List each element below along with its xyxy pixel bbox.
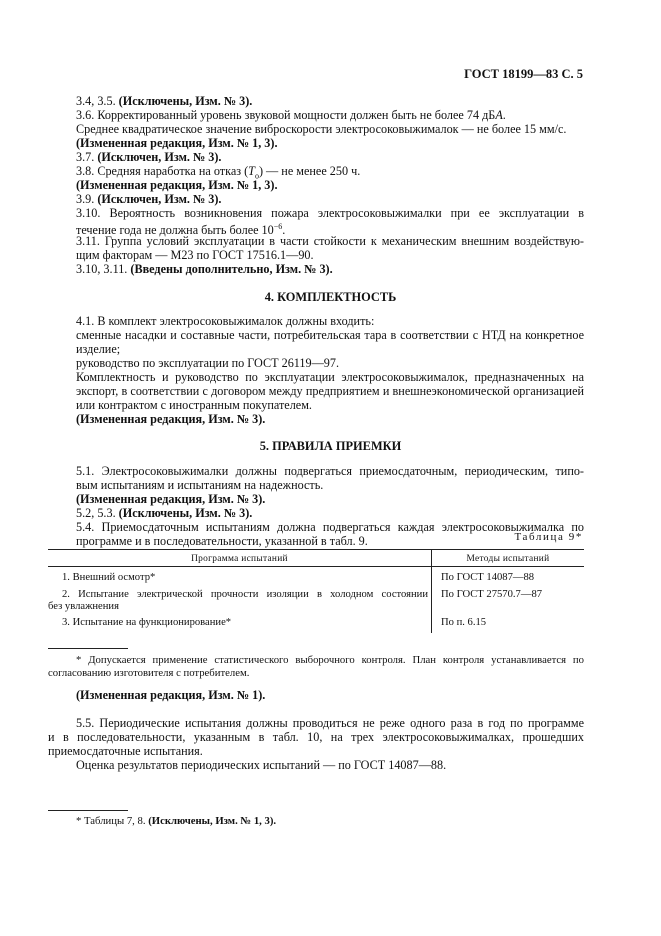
amendment-note: (Исключены, Изм. № 3).: [118, 94, 253, 108]
para-4-1-items-line2: изделие;: [76, 342, 121, 356]
amendment-note-3-8: (Измененная редакция, Изм. № 1, 3).: [76, 178, 278, 192]
para-4-export-line1: Комплектность и руководство по эксплуатации электросоковыжималок, предназначенных на: [76, 370, 584, 384]
footnote-rule-2: [48, 810, 128, 811]
para-5-1-line2: вым испытаниям и испытаниям на надежность.: [76, 478, 324, 492]
amendment-note: (Введены дополнительно, Изм. № 3).: [130, 262, 333, 276]
footnote-1-line2: согласованию изготовителя с потребителем.: [48, 667, 250, 679]
footnote-text: * Таблицы 7, 8.: [76, 815, 149, 827]
para-text-end: .: [282, 223, 286, 238]
para-text: 3.7.: [76, 150, 98, 164]
table-header-program: Программа испытаний: [191, 554, 288, 564]
para-text-end: ) — не менее 250 ч.: [258, 164, 361, 178]
para-4-1-manual: руководство по эксплуатации по ГОСТ 26119—97.: [76, 356, 340, 370]
para-text: 3.8. Средняя наработка на отказ (: [76, 164, 249, 178]
para-3-7: [76, 150, 221, 164]
para-5-5-line2: и в последовательности, указанным в табл. 10, на трех электросоковыжималках, прошедших: [48, 730, 584, 744]
section-4-title: 4. КОМПЛЕКТНОСТЬ: [264, 290, 397, 304]
para-text: 5.2, 5.3.: [76, 506, 119, 520]
footnote-2: [76, 815, 276, 828]
para-3-11-line1: 3.11. Группа условий эксплуатации в части стойкости к механическим внешним воздействую-: [76, 234, 584, 248]
para-3-6-line1: [76, 108, 506, 122]
para-text: 3.6. Корректированный уровень звуковой мощности должен быть не более 74 дБ: [76, 108, 496, 122]
table-header-methods: Методы испытаний: [466, 554, 550, 564]
table-top-rule: [48, 549, 584, 550]
para-text: 3.10, 3.11.: [76, 262, 131, 276]
para-text: течение года не должна быть более 10: [76, 223, 274, 238]
table-header-rule: [48, 566, 584, 567]
amendment-note-3-6: (Измененная редакция, Изм. № 1, 3).: [76, 136, 278, 150]
para-4-1-items-line1: сменные насадки и составные части, потребительская тара в соответствии с НТД на конкретное: [76, 328, 584, 342]
para-5-5-line1: 5.5. Периодические испытания должны проводиться не реже одного раза в год по программе: [76, 716, 584, 730]
amendment-note: (Исключен, Изм. № 3).: [97, 192, 222, 206]
section-5-title: 5. ПРАВИЛА ПРИЕМКИ: [259, 439, 402, 453]
unit-letter: А: [495, 108, 503, 122]
amendment-note-table-9: (Измененная редакция, Изм. № 1).: [76, 688, 266, 702]
para-text: 3.9.: [76, 192, 98, 206]
table-row-1-method: По ГОСТ 14087—88: [441, 572, 535, 583]
table-row-1-program: 1. Внешний осмотр*: [62, 572, 156, 583]
table-row-2-program-line1: 2. Испытание электрической прочности изоляции в холодном состоянии: [62, 589, 428, 600]
table-9-caption: Таблица 9*: [514, 531, 583, 543]
page-header: ГОСТ 18199—83 С. 5: [464, 67, 583, 81]
table-row-3-method: По п. 6.15: [441, 617, 487, 628]
symbol-subscript: о: [254, 171, 259, 181]
para-3-10-line1: 3.10. Вероятность возникновения пожара электросоковыжималки при ее эксплуатации в: [76, 206, 584, 220]
para-3-6-line2: Среднее квадратическое значение виброскорости электросоковыжималок — не более 15 мм/с.: [76, 122, 567, 136]
para-4-export-line2: экспорт, в соответствии с договором между предприятием и внешнеэкономической организацией: [76, 384, 584, 398]
amendment-note: (Исключены, Изм. № 1, 3).: [148, 815, 277, 827]
amendment-note-4: (Измененная редакция, Изм. № 3).: [76, 412, 266, 426]
amendment-note: (Исключены, Изм. № 3).: [118, 506, 253, 520]
symbol-T: T: [248, 164, 255, 178]
para-4-export-line3: или контрактом с иностранным покупателем.: [76, 398, 312, 412]
para-5-5-line3: приемосдаточные испытания.: [48, 744, 203, 758]
para-text-end: .: [502, 108, 506, 122]
table-row-2-program-line2: без увлажнения: [48, 601, 119, 612]
para-5-2-5-3: [76, 506, 252, 520]
para-5-4-line2: программе и в последовательности, указанной в табл. 9.: [76, 534, 368, 548]
para-4-1: 4.1. В комплект электросоковыжималок должны входить:: [76, 314, 375, 328]
footnote-rule: [48, 648, 128, 649]
footnote-1-line1: * Допускается применение статистического выборочного контроля. План контроля устанавливается по: [76, 654, 584, 666]
para-3-4-3-5: [76, 94, 252, 108]
amendment-note-5-1: (Измененная редакция, Изм. № 3).: [76, 492, 266, 506]
table-row-3-program: 3. Испытание на функционирование*: [62, 617, 232, 628]
para-3-11-line2: щим факторам — М23 по ГОСТ 17516.1—90.: [76, 248, 314, 262]
exponent: −6: [273, 222, 283, 231]
amendment-note: (Исключен, Изм. № 3).: [97, 150, 222, 164]
para-text: 3.4, 3.5.: [76, 94, 119, 108]
para-5-1-line1: 5.1. Электросоковыжималки должны подвергаться приемосдаточным, периодическим, типо-: [76, 464, 584, 478]
para-3-10-3-11: [76, 262, 333, 276]
para-3-9: [76, 192, 221, 206]
para-5-4-line1: 5.4. Приемосдаточным испытаниям должна подвергаться каждая электросоковыжималка по: [76, 520, 584, 534]
para-5-5-line4: Оценка результатов периодических испытаний — по ГОСТ 14087—88.: [76, 758, 447, 772]
table-row-2-method: По ГОСТ 27570.7—87: [441, 589, 543, 600]
